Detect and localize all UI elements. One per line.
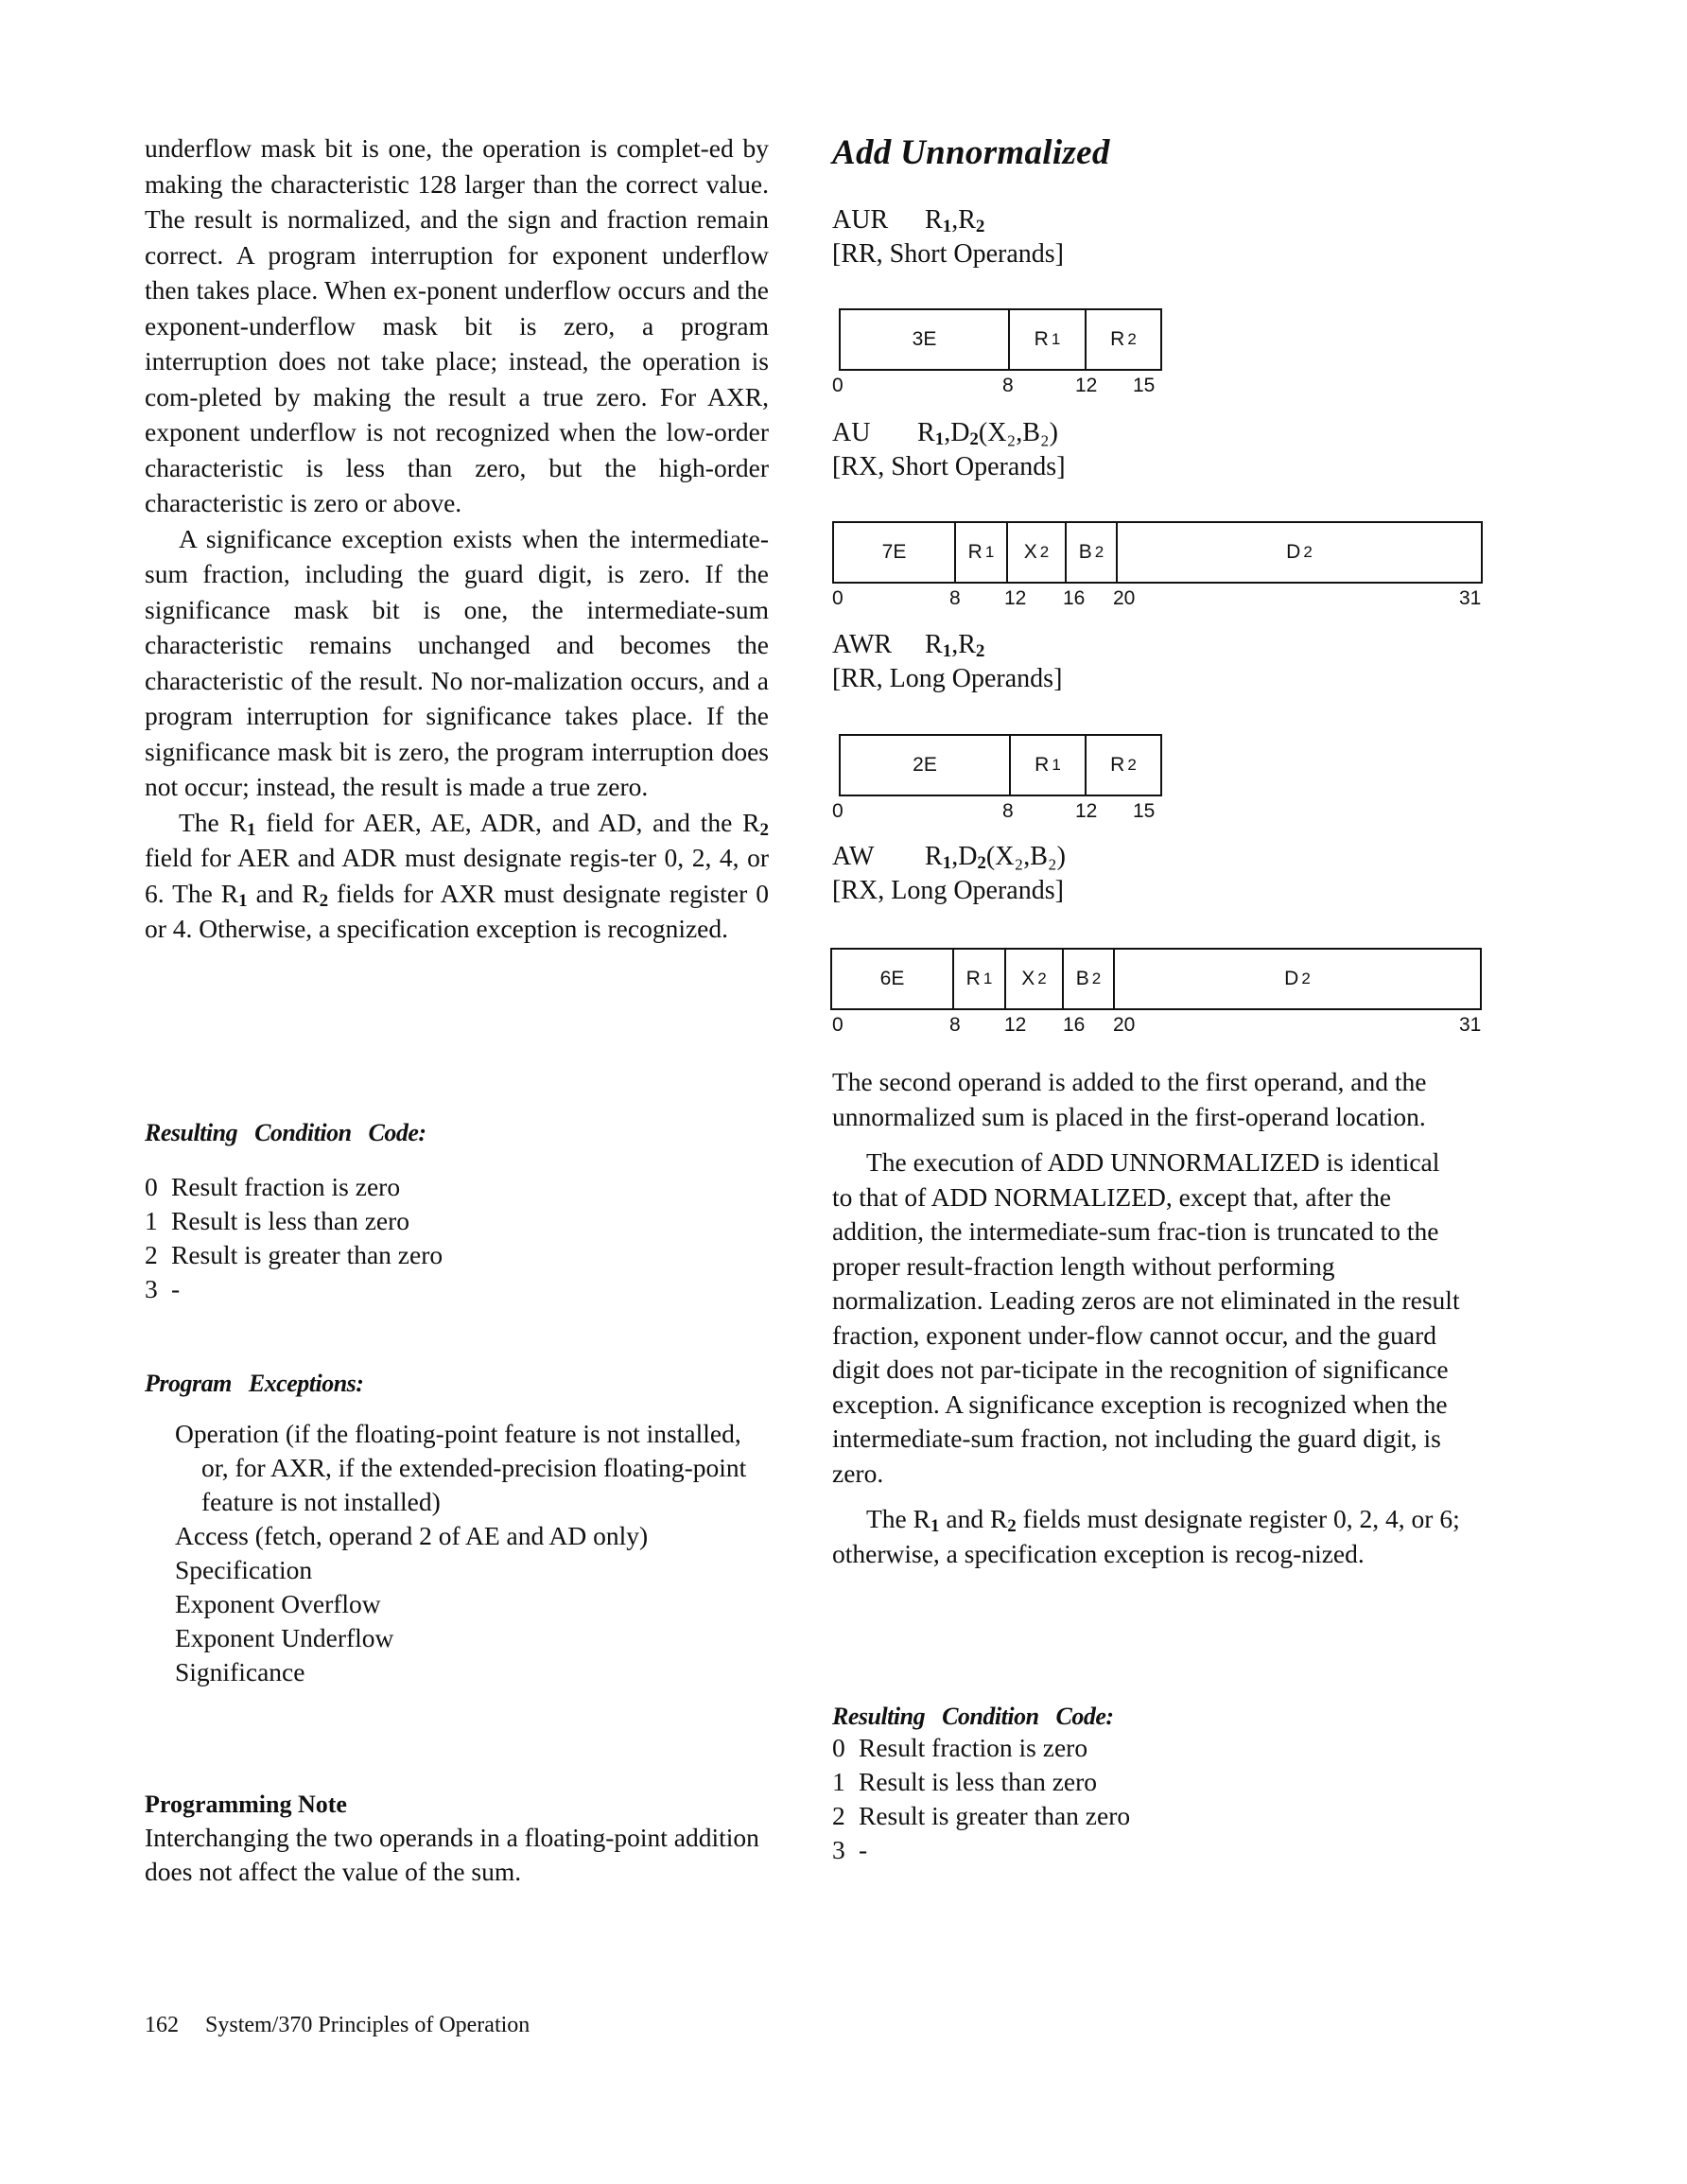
condition-code-item: 1 Result is less than zero <box>145 1206 410 1235</box>
bit-position: 15 <box>1133 375 1156 396</box>
bit-position: 16 <box>1063 587 1086 609</box>
instruction-awr <box>832 628 1062 696</box>
b2-field: B 2 <box>1067 523 1118 582</box>
condition-code-item: 1 Result is less than zero <box>832 1767 1098 1796</box>
opcode-field: 3E <box>841 310 1010 369</box>
bit-position: 8 <box>1002 800 1014 822</box>
r1-field: R 1 <box>1010 310 1087 369</box>
format-description: [RR, Long Operands] <box>832 664 1063 693</box>
condition-code-heading: Resulting Condition Code: <box>145 1119 426 1146</box>
condition-code-item: 3 - <box>832 1835 868 1864</box>
opcode-field: 2E <box>841 736 1011 795</box>
bit-position: 16 <box>1063 1014 1086 1036</box>
x2-field: X 2 <box>1008 523 1067 582</box>
programming-note-section <box>145 1791 769 1889</box>
format-description: [RX, Short Operands] <box>832 452 1066 481</box>
left-condition-code-section <box>145 1119 769 1306</box>
x2-field: X 2 <box>1006 950 1064 1008</box>
instruction-mnemonic-line: AWR $R_1,R_2$ <box>832 630 985 661</box>
instruction-mnemonic-line: AW $R_1,D_2(X_2,B_2)$ <box>832 842 1066 873</box>
page-title: Add Unnormalized <box>832 133 1110 172</box>
mnemonic: AW <box>832 842 875 871</box>
bit-position: 12 <box>1075 375 1098 396</box>
r1-field: R 1 <box>1011 736 1087 795</box>
bit-position: 8 <box>1002 375 1014 396</box>
page-footer <box>145 2013 530 2038</box>
right-condition-code-section <box>832 1703 1456 1867</box>
instruction-format-box-aur <box>839 308 1162 371</box>
d2-field: D 2 <box>1286 541 1313 563</box>
programming-note-text: Interchanging the two operands in a floating-point addition does not affect the value of the sum. <box>145 1823 759 1886</box>
condition-code-list <box>832 1731 1456 1867</box>
opcode-field: 6E <box>832 950 954 1008</box>
bit-position: 31 <box>1459 1014 1482 1036</box>
exponent-underflow-paragraph: underflow mask bit is one, the operation is complet-ed by making the characteristic 128 larger than the correct value. The result is normalized, and the sign and fraction remain correct. A program interruption for exponent underflow then takes place. When ex-ponent underflow occurs and the exponent-underflow mask bit is zero, a program interruption does not take place; instead, the operation is com-pleted by making the result a true zero. For AXR, exponent underflow is not recognized when the low-order characteristic is less than zero, but the high-order characteristic is zero or above. <box>145 133 769 517</box>
condition-code-list <box>145 1170 769 1306</box>
bit-position: 0 <box>832 800 844 822</box>
condition-code-item: 2 Result is greater than zero <box>832 1801 1131 1830</box>
exception-item: Operation (if the floating-point feature is not installed, or, for AXR, if the extended-precision floating-point feature is not installed) <box>175 1419 747 1516</box>
condition-code-item: 0 Result fraction is zero <box>145 1172 401 1201</box>
left-column <box>145 131 769 947</box>
exception-item: Exponent Underflow <box>175 1623 394 1652</box>
instruction-format-box-awr <box>839 734 1162 796</box>
condition-code-item: 0 Result fraction is zero <box>832 1733 1088 1762</box>
bit-position: 12 <box>1004 587 1027 609</box>
bit-position: 8 <box>949 1014 961 1036</box>
significance-paragraph: A significance exception exists when the intermediate-sum fraction, including the guard digit, is zero. If the significance mask bit is one, the intermediate-sum characteristic remains unchanged and becomes the characteristic of the result. No nor-malization occurs, and a program interruption for significance takes place. If the significance mask bit is zero, the program interruption does not occur; instead, the result is made a true zero. <box>145 523 769 801</box>
r1-field: R 1 <box>956 523 1008 582</box>
exception-item: Specification <box>175 1555 313 1584</box>
bit-position: 0 <box>832 375 844 396</box>
register-designation-paragraph: The $R_1$ field for AER, AE, ADR, and AD, and the $R_2$ field for AER and ADR must designate regis-ter 0, 2, 4, or 6. The $R_1$ and $R_2$ fields for AXR must designate register 0 or 4. Otherwise, a specification exception is recognized. <box>145 807 769 943</box>
mnemonic: AU <box>832 418 871 447</box>
mnemonic: AWR <box>832 630 893 659</box>
right-body <box>832 1065 1466 1571</box>
register-designation-paragraph: The $R_1$ and $R_2$ fields must designate register 0, 2, 4, or 6; otherwise, a specification exception is recog-nized. <box>832 1504 1460 1568</box>
bit-position: 12 <box>1075 800 1098 822</box>
r2-field: R 2 <box>1110 754 1137 776</box>
bit-position: 0 <box>832 587 844 609</box>
bit-position: 0 <box>832 1014 844 1036</box>
format-description: [RX, Long Operands] <box>832 876 1064 905</box>
book-title: System/370 Principles of Operation <box>205 2013 530 2037</box>
mnemonic: AUR <box>832 205 889 235</box>
instruction-aur <box>832 203 1064 271</box>
condition-code-heading: Resulting Condition Code: <box>832 1703 1114 1730</box>
instruction-mnemonic-line: AUR $R_1,R_2$ <box>832 205 985 236</box>
opcode-field: 7E <box>834 523 956 582</box>
execution-paragraph: The execution of ADD UNNORMALIZED is identical to that of ADD NORMALIZED, except that, after the addition, the intermediate-sum frac-tion is truncated to the proper result-fraction length without performing normalization. Leading zeros are not eliminated in the result fraction, exponent under-flow cannot occur, and the guard digit does not par-ticipate in the recognition of significance exception. A significance exception is recognized when the intermediate-sum fraction, not including the guard digit, is zero. <box>832 1147 1460 1488</box>
programming-note-title: Programming Note <box>145 1791 347 1818</box>
bit-position: 8 <box>949 587 961 609</box>
bit-position: 31 <box>1459 587 1482 609</box>
bit-position: 20 <box>1113 587 1136 609</box>
condition-code-item: 2 Result is greater than zero <box>145 1240 443 1269</box>
program-exceptions-list <box>145 1417 761 1689</box>
exception-item: Exponent Overflow <box>175 1589 381 1618</box>
r2-field: R 2 <box>1110 328 1137 350</box>
d2-field: D 2 <box>1284 968 1311 989</box>
program-exceptions-heading: Program Exceptions: <box>145 1370 364 1397</box>
bit-position: 15 <box>1133 800 1156 822</box>
instruction-au <box>832 416 1066 484</box>
page-number: 162 <box>145 2013 179 2037</box>
instruction-format-box-aw <box>830 948 1482 1010</box>
instruction-mnemonic-line: AU $R_1,D_2(X_2,B_2)$ <box>832 418 1058 449</box>
format-description: [RR, Short Operands] <box>832 239 1064 269</box>
bit-position: 20 <box>1113 1014 1136 1036</box>
instruction-aw <box>832 840 1066 908</box>
exception-item: Significance <box>175 1657 305 1686</box>
bit-position: 12 <box>1004 1014 1027 1036</box>
r1-field: R 1 <box>954 950 1006 1008</box>
b2-field: B 2 <box>1064 950 1115 1008</box>
operation-paragraph: The second operand is added to the first operand, and the unnormalized sum is placed in the first-operand location. <box>832 1067 1427 1131</box>
exception-item: Access (fetch, operand 2 of AE and AD only) <box>175 1521 649 1550</box>
condition-code-item: 3 - <box>145 1274 181 1303</box>
program-exceptions-section <box>145 1370 788 1689</box>
instruction-format-box-au <box>832 521 1483 584</box>
